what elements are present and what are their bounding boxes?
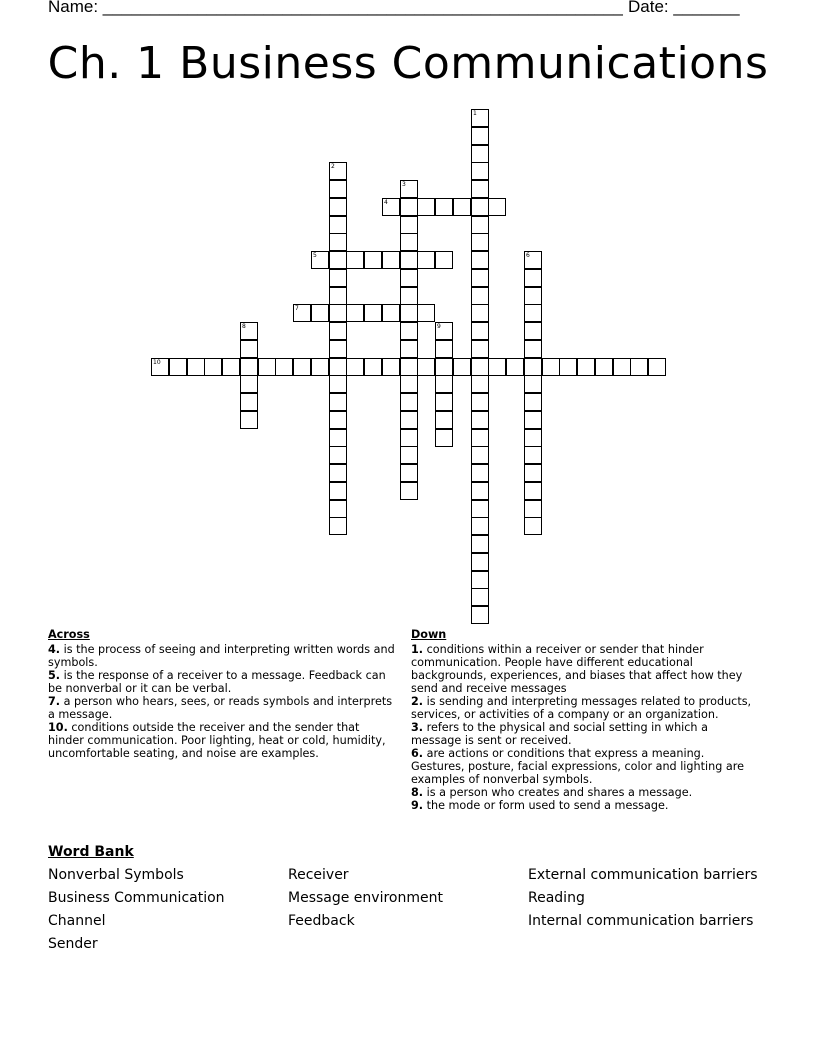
crossword-cell[interactable] xyxy=(329,482,347,500)
down-clues xyxy=(411,628,761,812)
crossword-cell[interactable] xyxy=(524,429,542,447)
crossword-cell[interactable] xyxy=(524,375,542,393)
crossword-cell[interactable] xyxy=(240,411,258,429)
clue-item xyxy=(411,695,761,721)
crossword-cell[interactable] xyxy=(435,358,453,376)
crossword-cell[interactable] xyxy=(400,482,418,500)
crossword-cell[interactable] xyxy=(524,358,542,376)
word-bank-item: Feedback xyxy=(288,913,355,929)
crossword-cell[interactable] xyxy=(329,393,347,411)
crossword-cell[interactable] xyxy=(471,571,489,589)
crossword-cell[interactable] xyxy=(311,358,329,376)
crossword-cell[interactable] xyxy=(293,304,311,322)
crossword-cell[interactable] xyxy=(435,429,453,447)
crossword-cell[interactable] xyxy=(471,429,489,447)
crossword-cell[interactable] xyxy=(435,322,453,340)
crossword-cell[interactable] xyxy=(329,180,347,198)
crossword-cell[interactable] xyxy=(453,198,471,216)
clue-item-text: is the response of a receiver to a message. Feedback can be nonverbal or it can be verbal. xyxy=(48,669,386,695)
crossword-cell[interactable] xyxy=(471,216,489,234)
crossword-cell[interactable] xyxy=(471,500,489,518)
clue-item-text: conditions outside the receiver and the sender that hinder communication. Poor lighting, heat or cold, humidity, uncomfortable seating, and noise are examples. xyxy=(48,721,386,760)
crossword-cell[interactable] xyxy=(329,500,347,518)
crossword-cell[interactable] xyxy=(471,411,489,429)
crossword-cell[interactable] xyxy=(524,251,542,269)
crossword-cell[interactable] xyxy=(471,340,489,358)
crossword-cell[interactable] xyxy=(524,482,542,500)
clue-item-text: refers to the physical and social setting in which a message is sent or received. xyxy=(411,721,708,747)
crossword-cell[interactable] xyxy=(400,216,418,234)
word-bank-list xyxy=(48,866,768,954)
word-bank xyxy=(48,844,768,954)
crossword-cell[interactable] xyxy=(329,216,347,234)
page-title: Ch. 1 Business Communications xyxy=(47,38,769,89)
crossword-cell[interactable] xyxy=(417,198,435,216)
name-field[interactable]: Name: _______________________________________________________ xyxy=(48,0,623,16)
crossword-cell[interactable] xyxy=(471,393,489,411)
word-bank-item: Receiver xyxy=(288,867,349,883)
clue-item xyxy=(48,695,396,721)
crossword-cell[interactable] xyxy=(524,322,542,340)
crossword-cell[interactable] xyxy=(435,251,453,269)
crossword-cell[interactable] xyxy=(471,588,489,606)
crossword-cell[interactable] xyxy=(488,198,506,216)
crossword-cell[interactable] xyxy=(382,251,400,269)
crossword-cell[interactable] xyxy=(400,393,418,411)
down-heading: Down xyxy=(411,628,447,641)
crossword-cell[interactable] xyxy=(240,322,258,340)
clue-item-number: 7. xyxy=(48,695,61,708)
crossword-cell[interactable] xyxy=(400,198,418,216)
crossword-cell[interactable] xyxy=(346,358,364,376)
crossword-cell[interactable] xyxy=(506,358,524,376)
crossword-cell[interactable] xyxy=(524,269,542,287)
clue-item-text: is sending and interpreting messages related to products, services, or activities of a company or an organization. xyxy=(411,695,752,721)
word-bank-item: Sender xyxy=(48,936,98,952)
crossword-cell[interactable] xyxy=(364,304,382,322)
clue-item-text: is the process of seeing and interpreting written words and symbols. xyxy=(48,643,395,669)
clue-item-text: the mode or form used to send a message. xyxy=(423,799,669,812)
crossword-cell[interactable] xyxy=(329,287,347,305)
crossword-cell[interactable] xyxy=(471,162,489,180)
crossword-cell[interactable] xyxy=(329,464,347,482)
crossword-cell[interactable] xyxy=(435,393,453,411)
crossword-cell[interactable] xyxy=(240,358,258,376)
crossword-cell[interactable] xyxy=(471,482,489,500)
crossword-cell[interactable] xyxy=(559,358,577,376)
across-heading: Across xyxy=(48,628,90,641)
word-bank-item: Reading xyxy=(528,890,585,906)
crossword-cell[interactable] xyxy=(329,269,347,287)
crossword-cell[interactable] xyxy=(471,233,489,251)
clue-item xyxy=(411,786,761,799)
crossword-cell[interactable] xyxy=(471,180,489,198)
clue-item xyxy=(48,643,396,669)
crossword-cell[interactable] xyxy=(524,464,542,482)
crossword-cell[interactable] xyxy=(524,304,542,322)
crossword-cell[interactable] xyxy=(293,358,311,376)
crossword-cell[interactable] xyxy=(613,358,631,376)
crossword-cell[interactable] xyxy=(435,411,453,429)
clue-item-number: 10. xyxy=(48,721,68,734)
crossword-cell[interactable] xyxy=(417,304,435,322)
crossword-cell[interactable] xyxy=(240,340,258,358)
crossword-cell[interactable] xyxy=(595,358,613,376)
down-clue-list xyxy=(411,643,761,812)
crossword-cell[interactable] xyxy=(400,269,418,287)
crossword-cell[interactable] xyxy=(524,500,542,518)
clue-number: 7 xyxy=(295,305,299,312)
crossword-cell[interactable] xyxy=(471,287,489,305)
crossword-cell[interactable] xyxy=(346,251,364,269)
crossword-cell[interactable] xyxy=(400,358,418,376)
word-bank-item: Business Communication xyxy=(48,890,225,906)
clue-item xyxy=(48,669,396,695)
crossword-cell[interactable] xyxy=(222,358,240,376)
crossword-cell[interactable] xyxy=(471,358,489,376)
crossword-cell[interactable] xyxy=(630,358,648,376)
clue-item-number: 3. xyxy=(411,721,424,734)
crossword-cell[interactable] xyxy=(204,358,222,376)
crossword-cell[interactable] xyxy=(417,251,435,269)
clue-item-number: 1. xyxy=(411,643,424,656)
crossword-cell[interactable] xyxy=(453,358,471,376)
word-bank-heading: Word Bank xyxy=(48,844,134,860)
clue-number: 4 xyxy=(384,199,388,206)
crossword-cell[interactable] xyxy=(275,358,293,376)
crossword-cell[interactable] xyxy=(329,446,347,464)
crossword-cell[interactable] xyxy=(329,375,347,393)
crossword-cell[interactable] xyxy=(524,446,542,464)
crossword-cell[interactable] xyxy=(400,375,418,393)
crossword-cell[interactable] xyxy=(311,251,329,269)
crossword-cell[interactable] xyxy=(471,109,489,127)
crossword-cell[interactable] xyxy=(471,375,489,393)
crossword-cell[interactable] xyxy=(400,446,418,464)
crossword-cell[interactable] xyxy=(329,162,347,180)
crossword-cell[interactable] xyxy=(542,358,560,376)
clue-item xyxy=(411,643,761,695)
crossword-cell[interactable] xyxy=(524,517,542,535)
crossword-cell[interactable] xyxy=(329,198,347,216)
crossword-cell[interactable] xyxy=(577,358,595,376)
crossword-cell[interactable] xyxy=(400,411,418,429)
crossword-cell[interactable] xyxy=(471,535,489,553)
clue-item-number: 6. xyxy=(411,747,424,760)
crossword-cell[interactable] xyxy=(471,198,489,216)
crossword-cell[interactable] xyxy=(329,429,347,447)
clue-number: 8 xyxy=(242,323,246,330)
crossword-cell[interactable] xyxy=(524,411,542,429)
crossword-cell[interactable] xyxy=(471,304,489,322)
crossword-cell[interactable] xyxy=(471,145,489,163)
crossword-cell[interactable] xyxy=(364,358,382,376)
date-field[interactable]: Date: _______ xyxy=(628,0,740,16)
clue-item xyxy=(48,721,396,760)
across-clue-list xyxy=(48,643,396,760)
clue-number: 6 xyxy=(526,252,530,259)
crossword-cell[interactable] xyxy=(311,304,329,322)
crossword-cell[interactable] xyxy=(400,180,418,198)
crossword-cell[interactable] xyxy=(400,464,418,482)
crossword-cell[interactable] xyxy=(187,358,205,376)
clue-item-text: are actions or conditions that express a meaning. Gestures, posture, facial expressions, color and lighting are examples of nonverbal symbols. xyxy=(411,747,744,786)
word-bank-item: Channel xyxy=(48,913,106,929)
clue-item-number: 4. xyxy=(48,643,61,656)
crossword-cell[interactable] xyxy=(435,340,453,358)
crossword-cell[interactable] xyxy=(400,251,418,269)
crossword-cell[interactable] xyxy=(329,411,347,429)
crossword-cell[interactable] xyxy=(471,446,489,464)
crossword-cell[interactable] xyxy=(524,340,542,358)
crossword-cell[interactable] xyxy=(524,287,542,305)
clue-item-text: conditions within a receiver or sender that hinder communication. People have different educational backgrounds, experiences, and biases that affect how they send and receive messages xyxy=(411,643,743,695)
crossword-cell[interactable] xyxy=(382,198,400,216)
crossword-cell[interactable] xyxy=(648,358,666,376)
clue-item-number: 9. xyxy=(411,799,424,812)
clue-item xyxy=(411,721,761,747)
crossword-cell[interactable] xyxy=(400,233,418,251)
clue-item-number: 5. xyxy=(48,669,61,682)
crossword-cell[interactable] xyxy=(471,127,489,145)
crossword-cell[interactable] xyxy=(400,322,418,340)
crossword-cell[interactable] xyxy=(400,340,418,358)
across-clues xyxy=(48,628,396,760)
clue-number: 2 xyxy=(331,163,335,170)
crossword-cell[interactable] xyxy=(471,517,489,535)
crossword-cell[interactable] xyxy=(329,358,347,376)
clue-item-number: 2. xyxy=(411,695,424,708)
crossword-cell[interactable] xyxy=(329,233,347,251)
crossword-cell[interactable] xyxy=(471,553,489,571)
crossword-cell[interactable] xyxy=(471,322,489,340)
crossword-cell[interactable] xyxy=(471,606,489,624)
word-bank-item: Nonverbal Symbols xyxy=(48,867,184,883)
clue-item-text: is a person who creates and shares a message. xyxy=(423,786,693,799)
crossword-cell[interactable] xyxy=(346,304,364,322)
clue-number: 10 xyxy=(153,359,161,366)
clue-item-number: 8. xyxy=(411,786,424,799)
clue-number: 1 xyxy=(473,110,477,117)
crossword-cell[interactable] xyxy=(400,287,418,305)
crossword-cell[interactable] xyxy=(471,251,489,269)
crossword-cell[interactable] xyxy=(151,358,169,376)
crossword-cell[interactable] xyxy=(417,358,435,376)
crossword-cell[interactable] xyxy=(435,198,453,216)
crossword-cell[interactable] xyxy=(488,358,506,376)
crossword-cell[interactable] xyxy=(364,251,382,269)
crossword-cell[interactable] xyxy=(329,322,347,340)
clue-item-text: a person who hears, sees, or reads symbols and interprets a message. xyxy=(48,695,393,721)
word-bank-item: Internal communication barriers xyxy=(528,913,754,929)
crossword-cell[interactable] xyxy=(435,375,453,393)
crossword-cell[interactable] xyxy=(240,393,258,411)
clue-item xyxy=(411,747,761,786)
crossword-cell[interactable] xyxy=(524,393,542,411)
crossword-cell[interactable] xyxy=(240,375,258,393)
crossword-cell[interactable] xyxy=(329,517,347,535)
crossword-cell[interactable] xyxy=(169,358,187,376)
clue-item xyxy=(411,799,761,812)
crossword-cell[interactable] xyxy=(400,304,418,322)
word-bank-item: External communication barriers xyxy=(528,867,758,883)
crossword-cell[interactable] xyxy=(382,304,400,322)
crossword-cell[interactable] xyxy=(471,464,489,482)
crossword-cell[interactable] xyxy=(329,304,347,322)
crossword-cell[interactable] xyxy=(329,251,347,269)
crossword-cell[interactable] xyxy=(471,269,489,287)
crossword-cell[interactable] xyxy=(382,358,400,376)
crossword-cell[interactable] xyxy=(400,429,418,447)
clue-number: 5 xyxy=(313,252,317,259)
clue-number: 9 xyxy=(437,323,441,330)
crossword-cell[interactable] xyxy=(329,340,347,358)
clue-number: 3 xyxy=(402,181,406,188)
crossword-cell[interactable] xyxy=(258,358,276,376)
word-bank-item: Message environment xyxy=(288,890,443,906)
